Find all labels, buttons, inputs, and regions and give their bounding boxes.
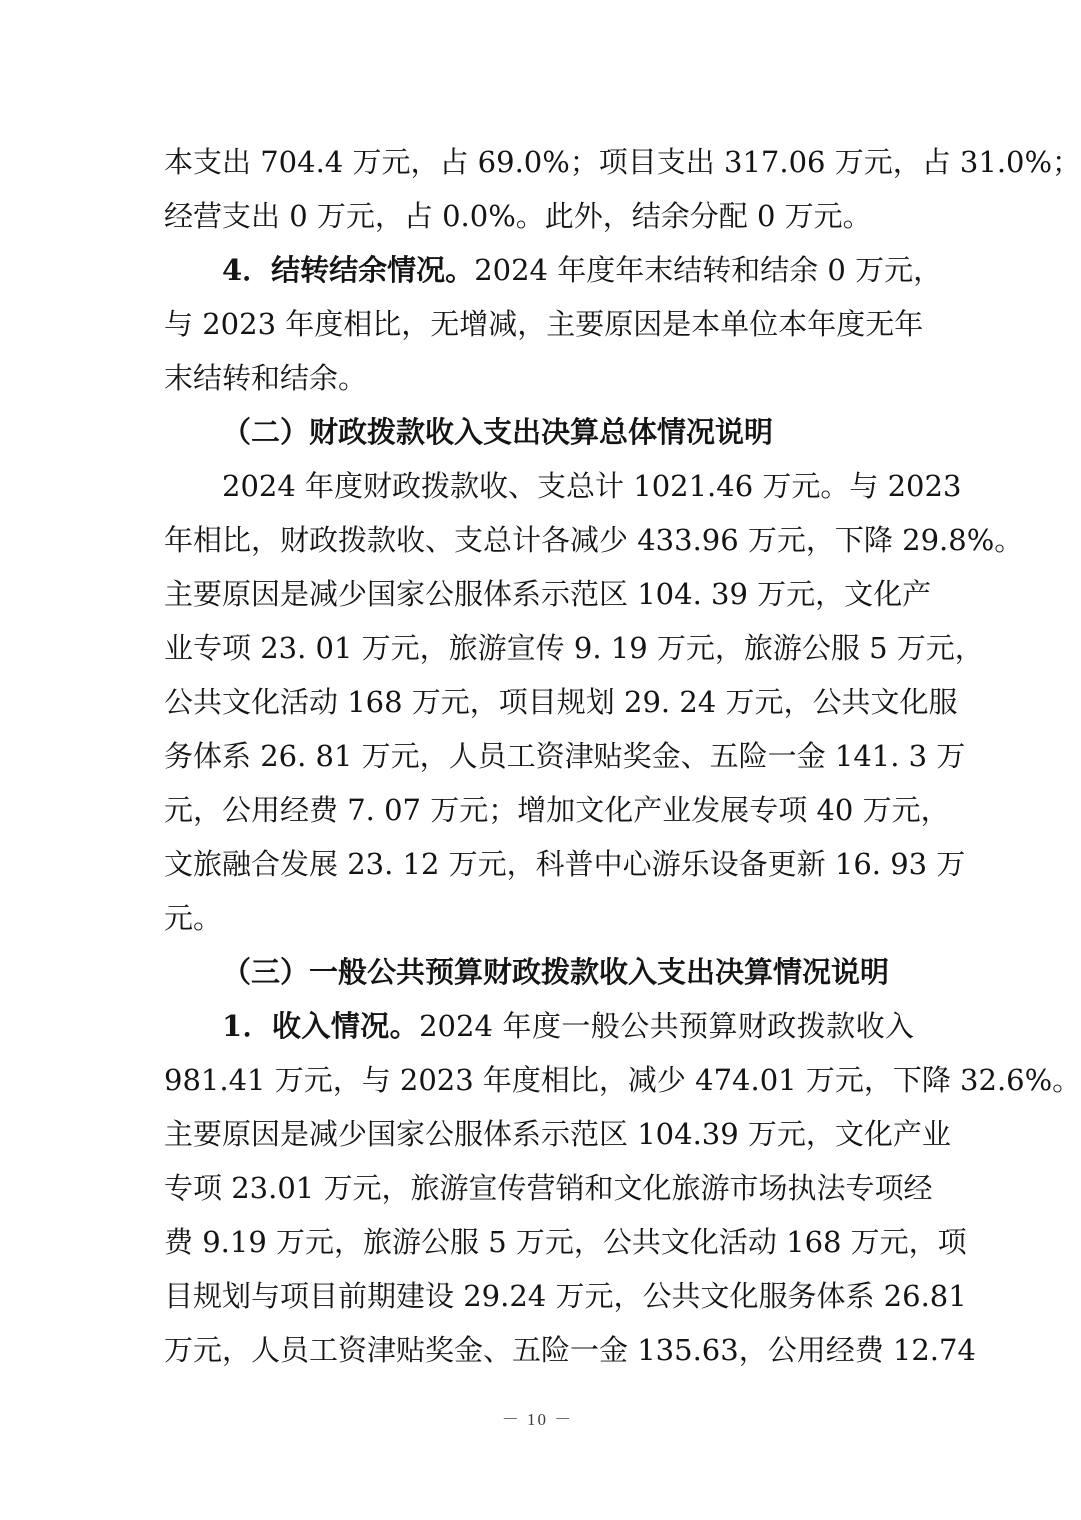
text-span: 2024 年度年末结转和结余 0 万元， <box>474 253 943 287</box>
text-line: 文旅融合发展 23. 12 万元，科普中心游乐设备更新 16. 93 万 <box>164 847 966 881</box>
text-line: 务体系 26. 81 万元，人员工资津贴奖金、五险一金 141. 3 万 <box>164 739 966 773</box>
page-number: － 10 － <box>501 1410 574 1429</box>
text-line: 本支出 704.4 万元，占 69.0%；项目支出 317.06 万元，占 31.0%； <box>164 145 1081 179</box>
text-line: 主要原因是减少国家公服体系示范区 104. 39 万元，文化产 <box>164 577 932 611</box>
section-heading-3: （三）一般公共预算财政拨款收入支出决算情况说明 <box>222 955 890 989</box>
text-line: 末结转和结余。 <box>164 361 368 395</box>
text-line: 公共文化活动 168 万元，项目规划 29. 24 万元，公共文化服 <box>164 685 958 719</box>
text-span: 2024 年度一般公共预算财政拨款收入 <box>419 1009 914 1043</box>
section-4-paragraph-first-line <box>164 243 943 297</box>
text-line: 主要原因是减少国家公服体系示范区 104.39 万元，文化产业 <box>164 1117 951 1151</box>
text-line: 元，公用经费 7. 07 万元；增加文化产业发展专项 40 万元， <box>164 793 950 827</box>
text-line: 年相比，财政拨款收、支总计各减少 433.96 万元，下降 29.8%。 <box>164 523 1024 557</box>
income-paragraph-first-line <box>164 999 914 1053</box>
text-line: 目规划与项目前期建设 29.24 万元，公共文化服务体系 26.81 <box>164 1279 967 1313</box>
text-line: 专项 23.01 万元，旅游宣传营销和文化旅游市场执法专项经 <box>164 1171 933 1205</box>
section-4-heading: 4．结转结余情况。 <box>222 253 475 287</box>
text-line: 981.41 万元，与 2023 年度相比，减少 474.01 万元，下降 32.6%。 <box>164 1063 1081 1097</box>
text-line: 万元，人员工资津贴奖金、五险一金 135.63，公用经费 12.74 <box>164 1333 976 1367</box>
text-line: 经营支出 0 万元，占 0.0%。此外，结余分配 0 万元。 <box>164 199 872 233</box>
section-heading-2: （二）财政拨款收入支出决算总体情况说明 <box>222 415 774 449</box>
text-line: 业专项 23. 01 万元，旅游宣传 9. 19 万元，旅游公服 5 万元， <box>164 631 984 665</box>
income-heading: 1．收入情况。 <box>222 1009 420 1043</box>
text-line: 元。 <box>164 901 223 935</box>
text-line: 与 2023 年度相比，无增减，主要原因是本单位本年度无年 <box>164 307 924 341</box>
text-line: 费 9.19 万元，旅游公服 5 万元，公共文化活动 168 万元，项 <box>164 1225 967 1259</box>
text-line: 2024 年度财政拨款收、支总计 1021.46 万元。与 2023 <box>222 469 962 503</box>
body-text <box>164 135 1081 1377</box>
